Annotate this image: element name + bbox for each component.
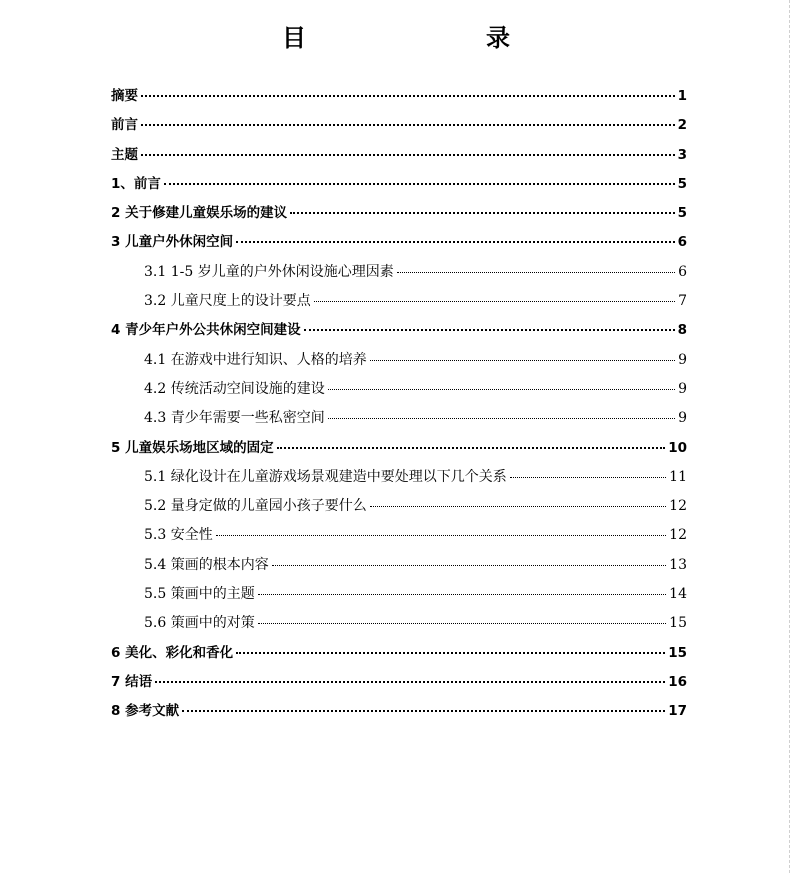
- dot-leader: [314, 300, 675, 302]
- toc-entry-page-number: 7: [678, 293, 687, 310]
- toc-entry[interactable]: [111, 580, 687, 609]
- toc-entry-label: 3 儿童户外休闲空间: [111, 234, 234, 251]
- toc-entry[interactable]: [111, 82, 687, 111]
- toc-entry-page-number: 14: [669, 586, 687, 603]
- toc-entry-label: 主题: [111, 146, 138, 163]
- toc-entry-label: 2 关于修建儿童娱乐场的建议: [111, 205, 288, 222]
- page-edge-divider: [788, 0, 790, 873]
- toc-entry-page-number: 3: [677, 146, 687, 163]
- toc-entry-label: 4.1 在游戏中进行知识、人格的培养: [144, 351, 367, 368]
- toc-entry[interactable]: [111, 668, 687, 697]
- toc-entry[interactable]: [111, 404, 687, 433]
- dot-leader: [510, 476, 666, 478]
- dot-leader: [141, 153, 675, 156]
- toc-entry[interactable]: [111, 551, 687, 580]
- toc-entry[interactable]: [111, 199, 687, 228]
- toc-entry-label: 7 结语: [111, 673, 153, 690]
- dot-leader: [258, 622, 666, 624]
- toc-entry-label: 5.6 策画中的对策: [144, 615, 255, 632]
- dot-leader: [328, 417, 675, 419]
- toc-entry[interactable]: [111, 111, 687, 140]
- toc-entry-page-number: 1: [677, 88, 687, 104]
- toc-entry[interactable]: [111, 492, 687, 521]
- toc-entry[interactable]: [111, 375, 687, 404]
- toc-entry-page-number: 2: [677, 117, 687, 134]
- dot-leader: [290, 211, 675, 214]
- dot-leader: [236, 240, 675, 243]
- dot-leader: [328, 388, 675, 390]
- toc-entry-label: 4 青少年户外公共休闲空间建设: [111, 322, 301, 339]
- toc-entry-page-number: 6: [677, 234, 687, 251]
- toc-entry[interactable]: [111, 228, 687, 257]
- toc-entry[interactable]: [111, 258, 687, 287]
- dot-leader: [141, 123, 675, 126]
- toc-entry-page-number: 17: [668, 703, 687, 720]
- toc-entry[interactable]: [111, 639, 687, 668]
- dot-leader: [236, 651, 665, 654]
- dot-leader: [370, 505, 666, 507]
- toc-entry-page-number: 15: [669, 615, 687, 632]
- toc-entry-label: 3.1 1-5 岁儿童的户外休闲设施心理因素: [144, 263, 394, 280]
- toc-entry-label: 5.3 安全性: [144, 527, 213, 544]
- toc-entry-label: 5.2 量身定做的儿童园小孩子要什么: [144, 498, 367, 515]
- dot-leader: [258, 593, 666, 595]
- toc-entry-page-number: 15: [668, 644, 687, 661]
- toc-entry-page-number: 6: [678, 263, 687, 280]
- dot-leader: [272, 564, 666, 566]
- toc-entry-page-number: 12: [669, 498, 687, 515]
- toc-entry-label: 摘要: [111, 88, 138, 104]
- dot-leader: [397, 271, 675, 273]
- dot-leader: [182, 709, 665, 712]
- dot-leader: [304, 328, 675, 331]
- toc-entry-label: 8 参考文献: [111, 703, 180, 720]
- dot-leader: [277, 446, 666, 449]
- toc-entry[interactable]: [111, 141, 687, 170]
- dot-leader: [370, 359, 675, 361]
- toc-entry[interactable]: [111, 287, 687, 316]
- toc-entry-page-number: 9: [678, 410, 687, 427]
- toc-entry-page-number: 16: [668, 673, 687, 690]
- toc-entry-label: 5 儿童娱乐场地区域的固定: [111, 439, 274, 456]
- toc-entry-page-number: 12: [669, 527, 687, 544]
- toc-entry-label: 5.5 策画中的主题: [144, 586, 255, 603]
- dot-leader: [164, 182, 675, 185]
- toc-entry[interactable]: [111, 170, 687, 199]
- toc-entry-label: 1、前言: [111, 175, 161, 192]
- toc-entry[interactable]: [111, 463, 687, 492]
- toc-entry[interactable]: [111, 521, 687, 550]
- toc-entry-label: 4.2 传统活动空间设施的建设: [144, 380, 325, 397]
- toc-entry-label: 5.1 绿化设计在儿童游戏场景观建造中要处理以下几个关系: [144, 468, 507, 485]
- toc-entry-label: 3.2 儿童尺度上的设计要点: [144, 293, 311, 310]
- toc-entry-page-number: 11: [669, 468, 687, 485]
- table-of-contents: [111, 82, 687, 727]
- toc-entry-label: 4.3 青少年需要一些私密空间: [144, 410, 325, 427]
- toc-entry-page-number: 5: [677, 175, 687, 192]
- dot-leader: [141, 94, 675, 97]
- toc-entry[interactable]: [111, 697, 687, 726]
- toc-entry[interactable]: [111, 609, 687, 638]
- toc-entry-page-number: 10: [668, 439, 687, 456]
- toc-entry-label: 6 美化、彩化和香化: [111, 644, 234, 661]
- toc-entry-page-number: 9: [678, 380, 687, 397]
- toc-entry-page-number: 8: [677, 322, 687, 339]
- toc-entry-page-number: 5: [677, 205, 687, 222]
- toc-entry[interactable]: [111, 316, 687, 345]
- page-title: 目 录: [282, 24, 554, 52]
- toc-entry-page-number: 13: [669, 556, 687, 573]
- toc-entry[interactable]: [111, 346, 687, 375]
- toc-entry-page-number: 9: [678, 351, 687, 368]
- toc-entry[interactable]: [111, 434, 687, 463]
- toc-entry-label: 前言: [111, 117, 138, 134]
- toc-entry-label: 5.4 策画的根本内容: [144, 556, 269, 573]
- dot-leader: [155, 680, 665, 683]
- dot-leader: [216, 534, 666, 536]
